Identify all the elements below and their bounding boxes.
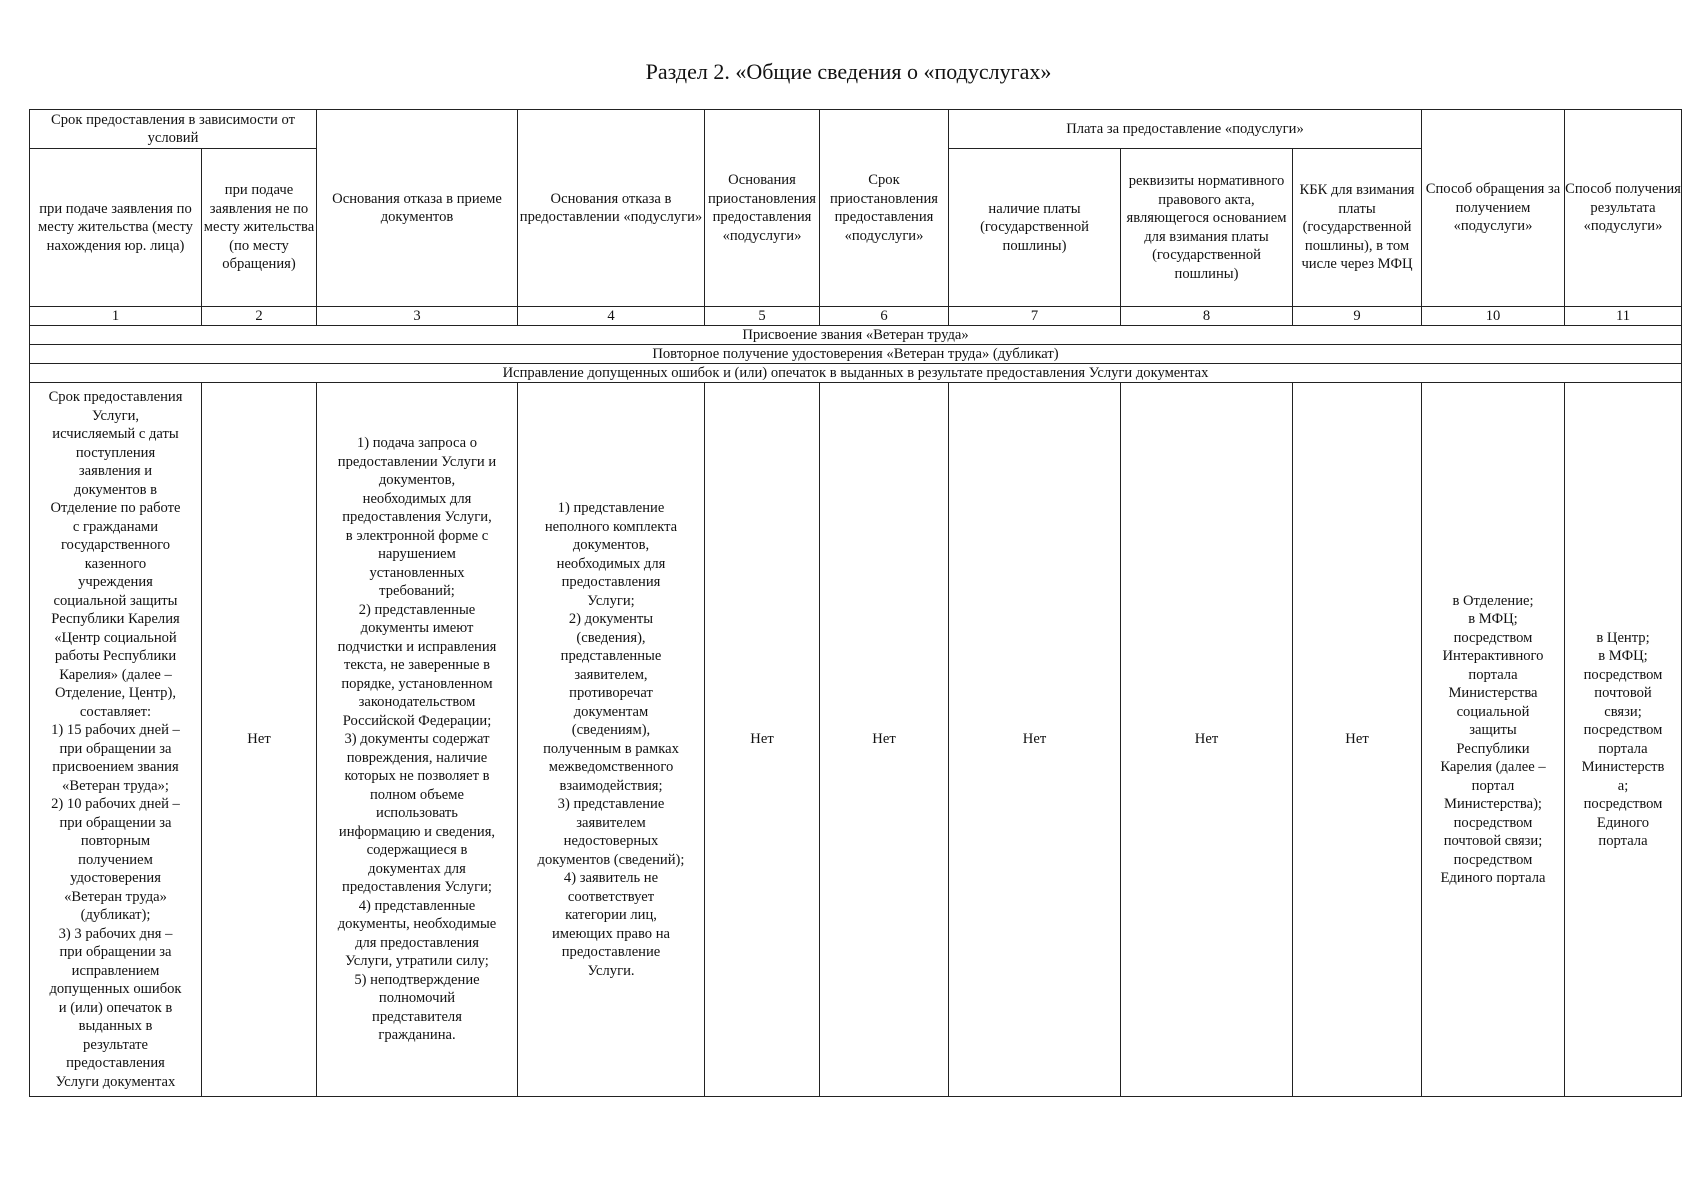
header-col-10: Способ обращения за получением «подуслуги» bbox=[1422, 110, 1565, 307]
header-col-5: Основания приостановления предоставления «подуслуги» bbox=[705, 110, 820, 307]
cell-term-residence: Срок предоставления Услуги, исчисляемый с даты поступления заявления и документов в Отделение по работе с гражданами государственного казенного учреждения социальной защиты Республики Карелия «Центр социальной работы Республики Карелия» (далее – Отделение, Центр), составляет: 1) 15 рабочих дней – при обращении за присвоением звания «Ветеран труда»; 2) 10 рабочих дней – при обращении за повторным получением удостоверения «Ветеран труда» (дубликат); 3) 3 рабочих дня – при обращении за исправлением допущенных ошибок и (или) опечаток в выданных в результате предоставления Услуги документах bbox=[30, 383, 202, 1097]
section-title: Присвоение звания «Ветеран труда» bbox=[30, 326, 1682, 345]
cell-suspension-grounds: Нет bbox=[705, 383, 820, 1097]
page-title: Раздел 2. «Общие сведения о «подуслугах» bbox=[645, 59, 1052, 84]
cell-request-method: в Отделение; в МФЦ; посредством Интерактивного портала Министерства социальной защиты Республики Карелия (далее – портал Министерства); посредством почтовой связи; посредством Единого портала bbox=[1422, 383, 1565, 1097]
cell-suspension-term: Нет bbox=[820, 383, 949, 1097]
header-col-4: Основания отказа в предоставлении «подуслуги» bbox=[518, 110, 705, 307]
column-number: 2 bbox=[202, 307, 317, 326]
section-title: Исправление допущенных ошибок и (или) опечаток в выданных в результате предоставления Услуги документах bbox=[30, 364, 1682, 383]
subservice-info-table bbox=[29, 109, 1682, 1097]
header-col-2: при подаче заявления не по месту жительства (по месту обращения) bbox=[202, 149, 317, 307]
column-number: 8 bbox=[1121, 307, 1293, 326]
header-col-9: КБК для взимания платы (государственной пошлины), в том числе через МФЦ bbox=[1293, 149, 1422, 307]
header-row-groups bbox=[30, 110, 1682, 149]
header-col-11: Способ получения результата «подуслуги» bbox=[1565, 110, 1682, 307]
section-row bbox=[30, 364, 1682, 383]
cell-refusal-docs: 1) подача запроса о предоставлении Услуги и документов, необходимых для предоставления Услуги, в электронной форме с нарушением установленных требований; 2) представленные документы имеют подчистки и исправления текста, не заверенные в порядке, установленном законодательством Российской Федерации; 3) документы содержат повреждения, наличие которых не позволяет в полном объеме использовать информацию и сведения, содержащиеся в документах для предоставления Услуги; 4) представленные документы, необходимые для предоставления Услуги, утратили силу; 5) неподтверждение полномочий представителя гражданина. bbox=[317, 383, 518, 1097]
cell-result-method: в Центр; в МФЦ; посредством почтовой связи; посредством портала Министерств а; посредством Единого портала bbox=[1565, 383, 1682, 1097]
column-number: 6 bbox=[820, 307, 949, 326]
column-number: 1 bbox=[30, 307, 202, 326]
column-number: 9 bbox=[1293, 307, 1422, 326]
section-title: Повторное получение удостоверения «Ветеран труда» (дубликат) bbox=[30, 345, 1682, 364]
section-row bbox=[30, 326, 1682, 345]
column-number: 11 bbox=[1565, 307, 1682, 326]
column-number: 4 bbox=[518, 307, 705, 326]
cell-fee-act: Нет bbox=[1121, 383, 1293, 1097]
header-col-8: реквизиты нормативного правового акта, являющегося основанием для взимания платы (государственной пошлины) bbox=[1121, 149, 1293, 307]
header-col-7: наличие платы (государственной пошлины) bbox=[949, 149, 1121, 307]
header-group-fee: Плата за предоставление «подуслуги» bbox=[949, 110, 1422, 149]
cell-fee-kbk: Нет bbox=[1293, 383, 1422, 1097]
header-col-6: Срок приостановления предоставления «подуслуги» bbox=[820, 110, 949, 307]
column-numbers-row bbox=[30, 307, 1682, 326]
section-row bbox=[30, 345, 1682, 364]
column-number: 3 bbox=[317, 307, 518, 326]
column-number: 5 bbox=[705, 307, 820, 326]
column-number: 7 bbox=[949, 307, 1121, 326]
cell-term-other: Нет bbox=[202, 383, 317, 1097]
cell-fee-presence: Нет bbox=[949, 383, 1121, 1097]
cell-refusal-service: 1) представление неполного комплекта документов, необходимых для предоставления Услуги; 2) документы (сведения), представленные заявителем, противоречат документам (сведениям), полученным в рамках межведомственного взаимодействия; 3) представление заявителем недостоверных документов (сведений); 4) заявитель не соответствует категории лиц, имеющих право на предоставление Услуги. bbox=[518, 383, 705, 1097]
table-row bbox=[30, 383, 1682, 1097]
column-number: 10 bbox=[1422, 307, 1565, 326]
header-col-3: Основания отказа в приеме документов bbox=[317, 110, 518, 307]
header-group-term: Срок предоставления в зависимости от условий bbox=[30, 110, 317, 149]
header-col-1: при подаче заявления по месту жительства (месту нахождения юр. лица) bbox=[30, 149, 202, 307]
